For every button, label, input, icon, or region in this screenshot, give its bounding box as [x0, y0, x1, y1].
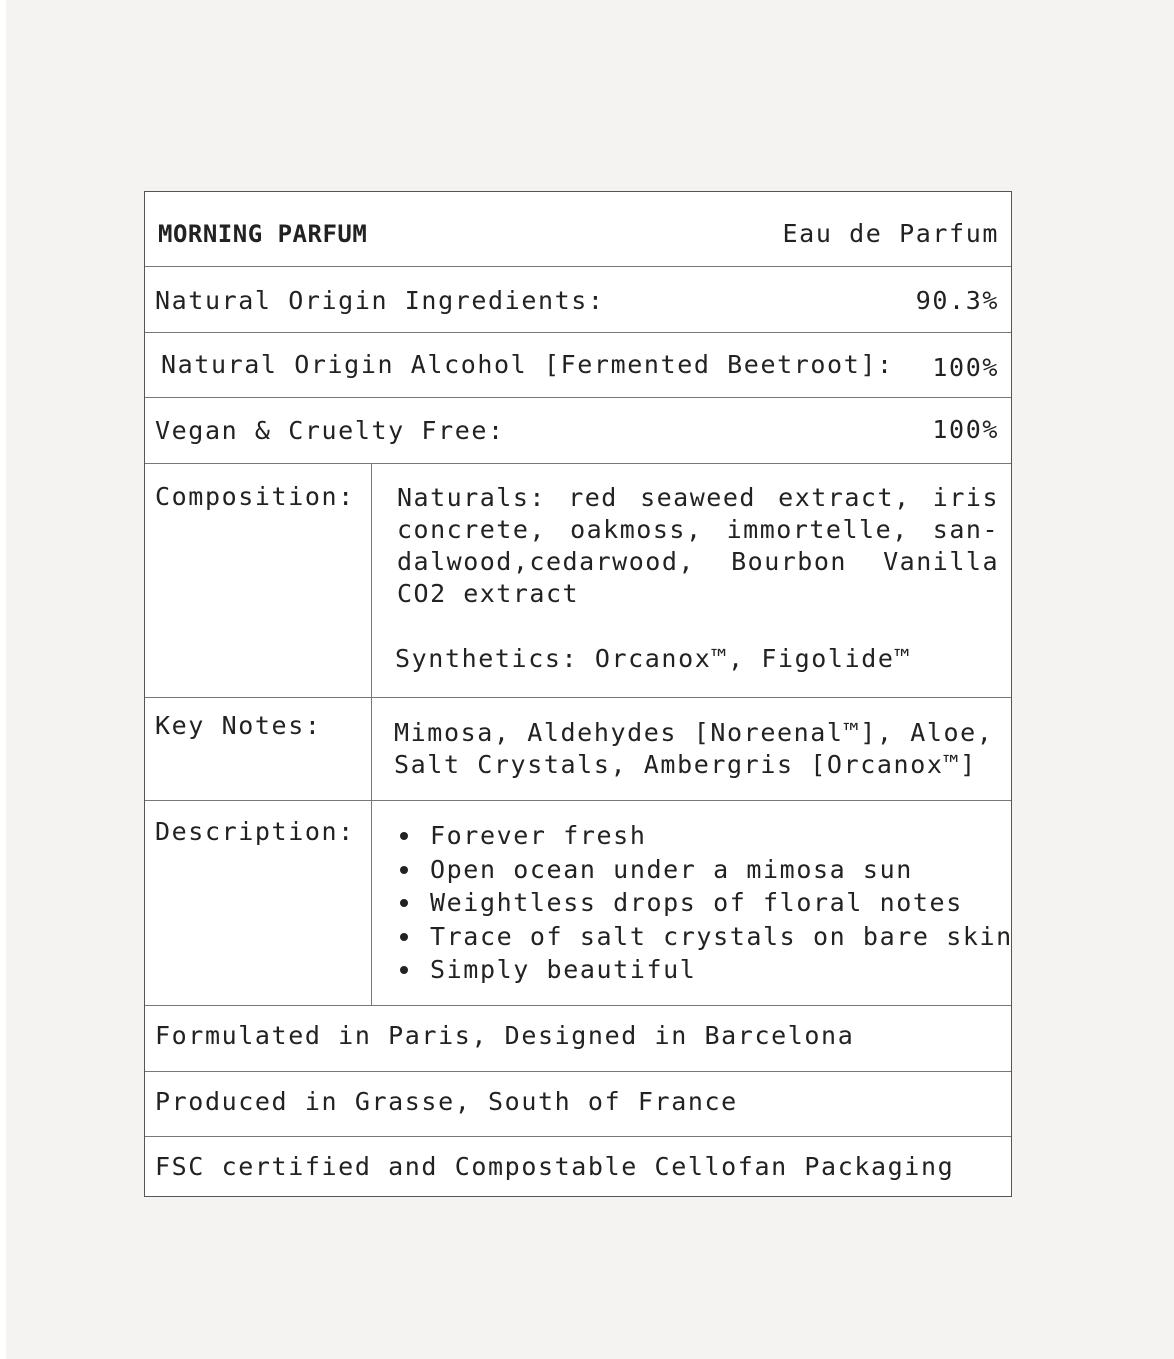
bullet-icon [400, 966, 408, 974]
stat-value: 100% [932, 415, 999, 444]
page-edge [0, 0, 6, 1359]
list-item-text: Open ocean under a mimosa sun [430, 854, 913, 884]
bullet-icon [400, 866, 408, 874]
key-notes-row [145, 698, 1011, 801]
footer-row-production [145, 1072, 1011, 1137]
footer-row-packaging [145, 1137, 1011, 1196]
composition-naturals: Naturals: red seaweed extract, iris concrete, oakmoss, immortelle, san-dalwood,cedarwood, Bourbon Vanilla CO2 extract [397, 483, 999, 608]
stat-row-vegan [145, 398, 1011, 464]
composition-row [145, 464, 1011, 698]
column-divider [371, 464, 372, 697]
key-notes-line-2: Salt Crystals, Ambergris [Orcanox™] [394, 750, 977, 779]
description-row [145, 801, 1011, 1006]
stat-label: Natural Origin Alcohol [Fermented Beetroot]: [161, 350, 894, 379]
stat-row-ingredients [145, 267, 1011, 333]
list-item [396, 920, 1013, 954]
bullet-icon [400, 899, 408, 907]
list-item-text: Weightless drops of floral notes [430, 888, 963, 917]
footer-text: Formulated in Paris, Designed in Barcelona [155, 1021, 855, 1050]
stat-value: 90.3% [915, 286, 999, 315]
stat-label: Vegan & Cruelty Free: [155, 416, 505, 445]
bullet-icon [400, 832, 408, 840]
column-divider [371, 698, 372, 800]
product-label-card [144, 191, 1012, 1197]
list-item [396, 853, 1013, 887]
stat-row-alcohol [145, 333, 1011, 398]
footer-text: FSC certified and Compostable Cellofan Packaging [155, 1152, 955, 1181]
key-notes-label: Key Notes: [155, 711, 322, 740]
list-item [396, 953, 1013, 987]
list-item [396, 819, 1013, 853]
product-type: Eau de Parfum [782, 219, 999, 248]
key-notes-line-1: Mimosa, Aldehydes [Noreenal™], Aloe, [394, 718, 994, 747]
list-item-text: Simply beautiful [430, 955, 697, 984]
composition-label: Composition: [155, 482, 355, 511]
label-header-row [145, 192, 1011, 267]
stat-value: 100% [932, 353, 999, 382]
list-item-text: Trace of salt crystals on bare skin [430, 921, 1013, 951]
list-item [396, 886, 1013, 920]
description-list [396, 819, 1013, 987]
stat-label: Natural Origin Ingredients: [155, 286, 605, 315]
footer-row-origin [145, 1006, 1011, 1072]
list-item-text: Forever fresh [430, 821, 647, 850]
footer-text: Produced in Grasse, South of France [155, 1087, 738, 1116]
product-name: MORNING PARFUM [158, 220, 368, 248]
bullet-icon [400, 933, 408, 941]
composition-synthetics: Synthetics: Orcanox™, Figolide™ [395, 644, 912, 673]
description-list-wrap [396, 819, 1013, 987]
column-divider [371, 801, 372, 1005]
description-label: Description: [155, 817, 355, 846]
